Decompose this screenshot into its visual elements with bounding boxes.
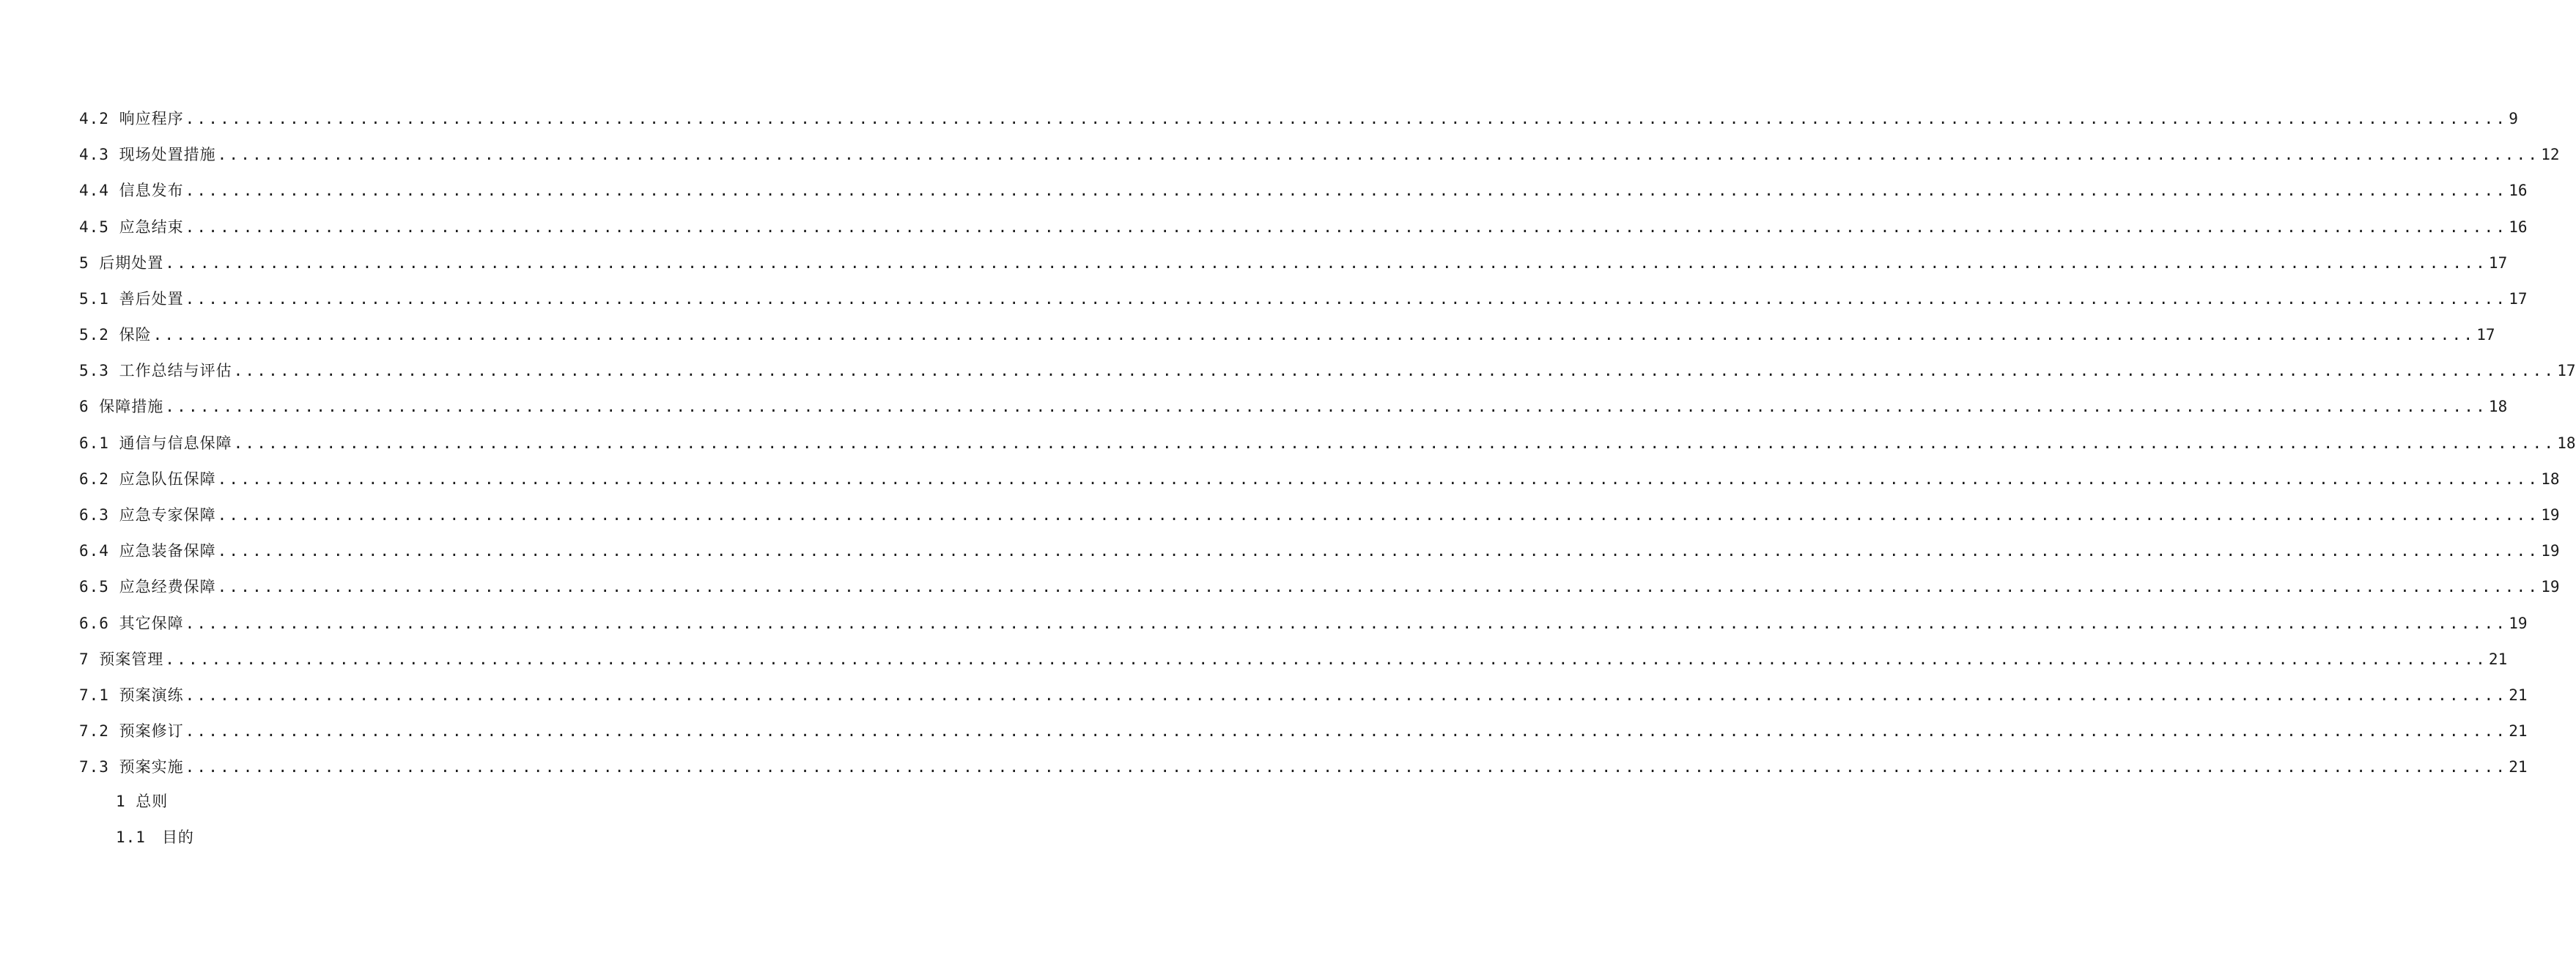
toc-entry-page: 19 [2541,506,2560,524]
toc-leader-dots: ........................................................................................................................................................................................................ [185,218,2508,236]
toc-entry-page: 19 [2541,542,2560,560]
toc-entry-page: 16 [2509,218,2528,236]
toc-entry[interactable] [79,606,2528,642]
toc-entry-page: 17 [2509,289,2528,308]
toc-leader-dots: ........................................................................................................................................................................................................ [217,506,2540,524]
toc-entry-page: 18 [2541,470,2560,488]
toc-entry-page: 19 [2509,614,2528,632]
table-of-contents [79,101,2576,786]
toc-entry-page: 21 [2488,650,2508,668]
toc-entry-page: 21 [2509,686,2528,704]
toc-entry[interactable] [79,533,2560,569]
toc-entry[interactable] [79,390,2508,426]
toc-entry-label: 6.5 应急经费保障 [79,578,216,596]
toc-entry[interactable] [79,569,2560,605]
toc-leader-dots: ........................................................................................................................................................................................................ [165,650,2487,668]
toc-entry[interactable] [79,209,2528,245]
toc-entry-page: 17 [2557,362,2576,380]
toc-entry-label: 6.6 其它保障 [79,614,184,632]
toc-entry-label: 4.3 现场处置措施 [79,146,216,164]
toc-entry-page: 21 [2509,722,2528,741]
toc-leader-dots: ........................................................................................................................................................................................................ [233,362,2556,380]
toc-entry[interactable] [79,101,2518,137]
toc-leader-dots: ........................................................................................................................................................................................................ [233,434,2556,452]
toc-leader-dots: ........................................................................................................................................................................................................ [185,722,2508,741]
toc-entry[interactable] [79,497,2560,533]
toc-entry-page: 12 [2541,146,2560,164]
toc-entry-label: 5.3 工作总结与评估 [79,362,232,380]
toc-entry[interactable] [79,173,2528,209]
toc-entry-page: 18 [2488,398,2508,416]
subsection-title: 目的 [161,828,194,846]
subsection-number: 1.1 [116,828,146,846]
toc-entry[interactable] [79,642,2508,678]
toc-entry-page: 21 [2509,758,2528,776]
toc-entry-page: 19 [2541,578,2560,596]
toc-entry-label: 6.3 应急专家保障 [79,506,216,524]
toc-entry[interactable] [79,461,2560,497]
toc-leader-dots: ........................................................................................................................................................................................................ [185,109,2508,127]
toc-entry-label: 7.3 预案实施 [79,758,184,776]
toc-leader-dots: ........................................................................................................................................................................................................ [217,470,2540,488]
toc-entry[interactable] [79,678,2528,713]
toc-leader-dots: ........................................................................................................................................................................................................ [185,758,2508,776]
toc-entry-label: 5.2 保险 [79,326,152,344]
toc-entry-label: 4.5 应急结束 [79,218,184,236]
toc-entry[interactable] [79,317,2495,353]
toc-entry-label: 6.2 应急队伍保障 [79,470,216,488]
toc-leader-dots: ........................................................................................................................................................................................................ [165,398,2487,416]
toc-entry-label: 6.4 应急装备保障 [79,542,216,560]
toc-leader-dots: ........................................................................................................................................................................................................ [217,578,2540,596]
toc-leader-dots: ........................................................................................................................................................................................................ [185,182,2508,200]
toc-entry-label: 5.1 善后处置 [79,289,184,308]
toc-entry[interactable] [79,749,2528,785]
toc-entry-page: 17 [2488,253,2508,272]
toc-entry-label: 6.1 通信与信息保障 [79,434,232,452]
toc-entry-label: 7 预案管理 [79,650,164,668]
toc-leader-dots: ........................................................................................................................................................................................................ [217,146,2540,164]
section-heading: 1 总则 [116,793,169,810]
toc-leader-dots: ........................................................................................................................................................................................................ [185,614,2508,632]
toc-leader-dots: ........................................................................................................................................................................................................ [165,253,2487,272]
subsection-heading [116,826,194,848]
toc-entry[interactable] [79,137,2560,173]
toc-entry-label: 6 保障措施 [79,398,164,416]
toc-entry-page: 18 [2557,434,2576,452]
toc-entry-label: 5 后期处置 [79,253,164,272]
toc-entry-label: 4.4 信息发布 [79,182,184,200]
toc-entry[interactable] [79,353,2576,389]
toc-entry[interactable] [79,245,2508,281]
toc-leader-dots: ........................................................................................................................................................................................................ [185,289,2508,308]
toc-leader-dots: ........................................................................................................................................................................................................ [152,326,2476,344]
toc-entry[interactable] [79,426,2576,461]
toc-leader-dots: ........................................................................................................................................................................................................ [185,686,2508,704]
toc-entry-page: 17 [2476,326,2495,344]
toc-entry-page: 9 [2509,109,2518,127]
toc-entry[interactable] [79,281,2528,317]
toc-entry[interactable] [79,713,2528,749]
toc-entry-page: 16 [2509,182,2528,200]
toc-leader-dots: ........................................................................................................................................................................................................ [217,542,2540,560]
toc-entry-label: 4.2 响应程序 [79,109,184,127]
toc-entry-label: 7.2 预案修订 [79,722,184,741]
toc-entry-label: 7.1 预案演练 [79,686,184,704]
